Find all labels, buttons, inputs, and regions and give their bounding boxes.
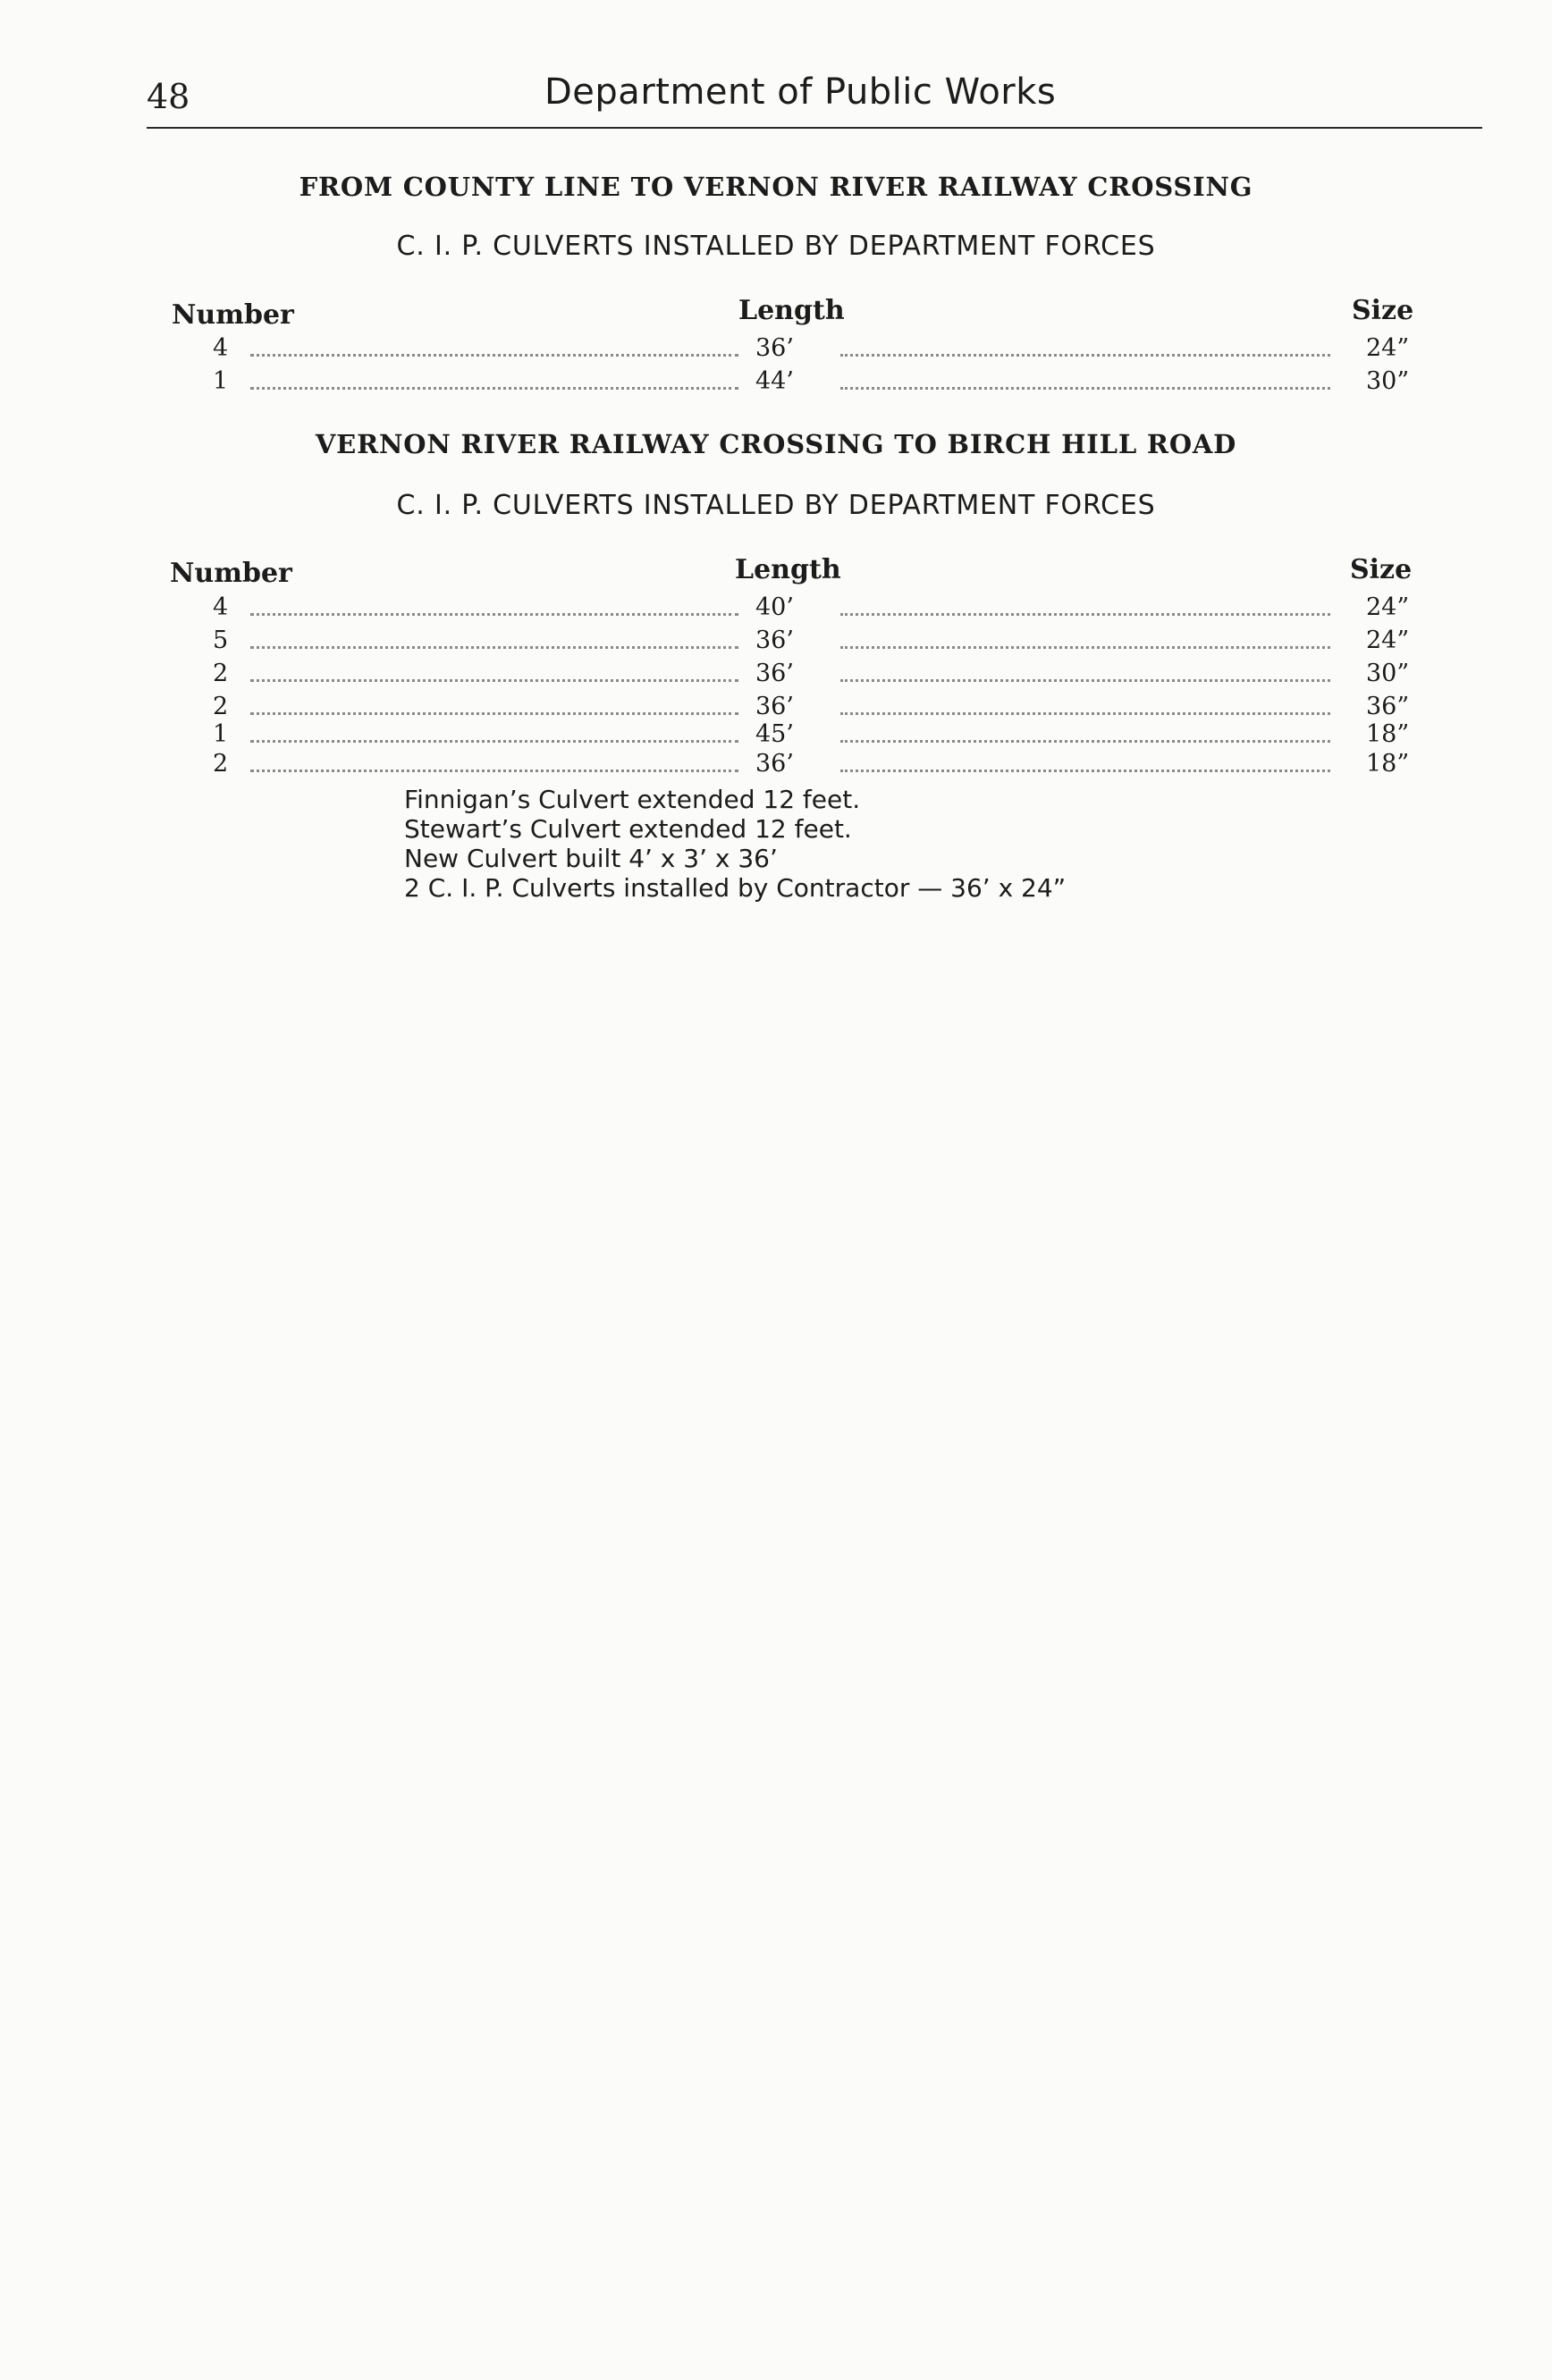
dot-leader: [840, 613, 1330, 616]
dot-leader: [840, 354, 1330, 357]
dot-leader: [840, 646, 1330, 649]
dot-leader: [840, 712, 1330, 715]
table-row: 1 45’ 18”: [213, 720, 1410, 748]
note-line: New Culvert built 4’ x 3’ x 36’: [404, 844, 778, 873]
dot-leader: [250, 740, 738, 743]
column-header-size: Size: [1350, 554, 1413, 585]
table-row: 2 36’ 36”: [213, 693, 1410, 720]
column-header-length: Length: [738, 295, 845, 326]
dot-leader: [250, 613, 738, 616]
culvert-notes: [404, 785, 1066, 903]
dot-leader: [250, 354, 738, 357]
dot-leader: [840, 679, 1330, 682]
dot-leader: [250, 712, 738, 715]
table-row: 1 44’ 30”: [213, 367, 1410, 395]
running-title: Department of Public Works: [544, 71, 1057, 113]
dot-leader: [840, 387, 1330, 390]
note-line: 2 C. I. P. Culverts installed by Contractor — 36’ x 24”: [404, 873, 1067, 903]
page-header: [147, 71, 1482, 122]
section-1-title: FROM COUNTY LINE TO VERNON RIVER RAILWAY CROSSING: [299, 172, 1253, 202]
table-row: 2 36’ 18”: [213, 750, 1410, 778]
dot-leader: [250, 770, 738, 772]
dot-leader: [840, 740, 1330, 743]
dot-leader: [840, 770, 1330, 772]
page-number: 48: [147, 77, 190, 116]
column-header-size: Size: [1352, 295, 1414, 326]
column-header-number: Number: [172, 299, 294, 331]
section-2-title: VERNON RIVER RAILWAY CROSSING TO BIRCH HILL ROAD: [315, 429, 1237, 459]
column-header-length: Length: [735, 554, 841, 585]
table-row: 4 36’ 24”: [213, 334, 1410, 362]
note-line: Finnigan’s Culvert extended 12 feet.: [404, 785, 861, 814]
section-2-subtitle: C. I. P. CULVERTS INSTALLED BY DEPARTMENT FORCES: [396, 490, 1156, 521]
dot-leader: [250, 387, 738, 390]
section-1-subtitle: C. I. P. CULVERTS INSTALLED BY DEPARTMENT FORCES: [396, 231, 1156, 262]
note-line: Stewart’s Culvert extended 12 feet.: [404, 814, 852, 844]
column-header-number: Number: [170, 558, 292, 589]
table-row: 5 36’ 24”: [213, 627, 1410, 654]
dot-leader: [250, 679, 738, 682]
header-rule: [147, 127, 1482, 129]
dot-leader: [250, 646, 738, 649]
table-row: 4 40’ 24”: [213, 593, 1410, 621]
table-row: 2 36’ 30”: [213, 660, 1410, 687]
